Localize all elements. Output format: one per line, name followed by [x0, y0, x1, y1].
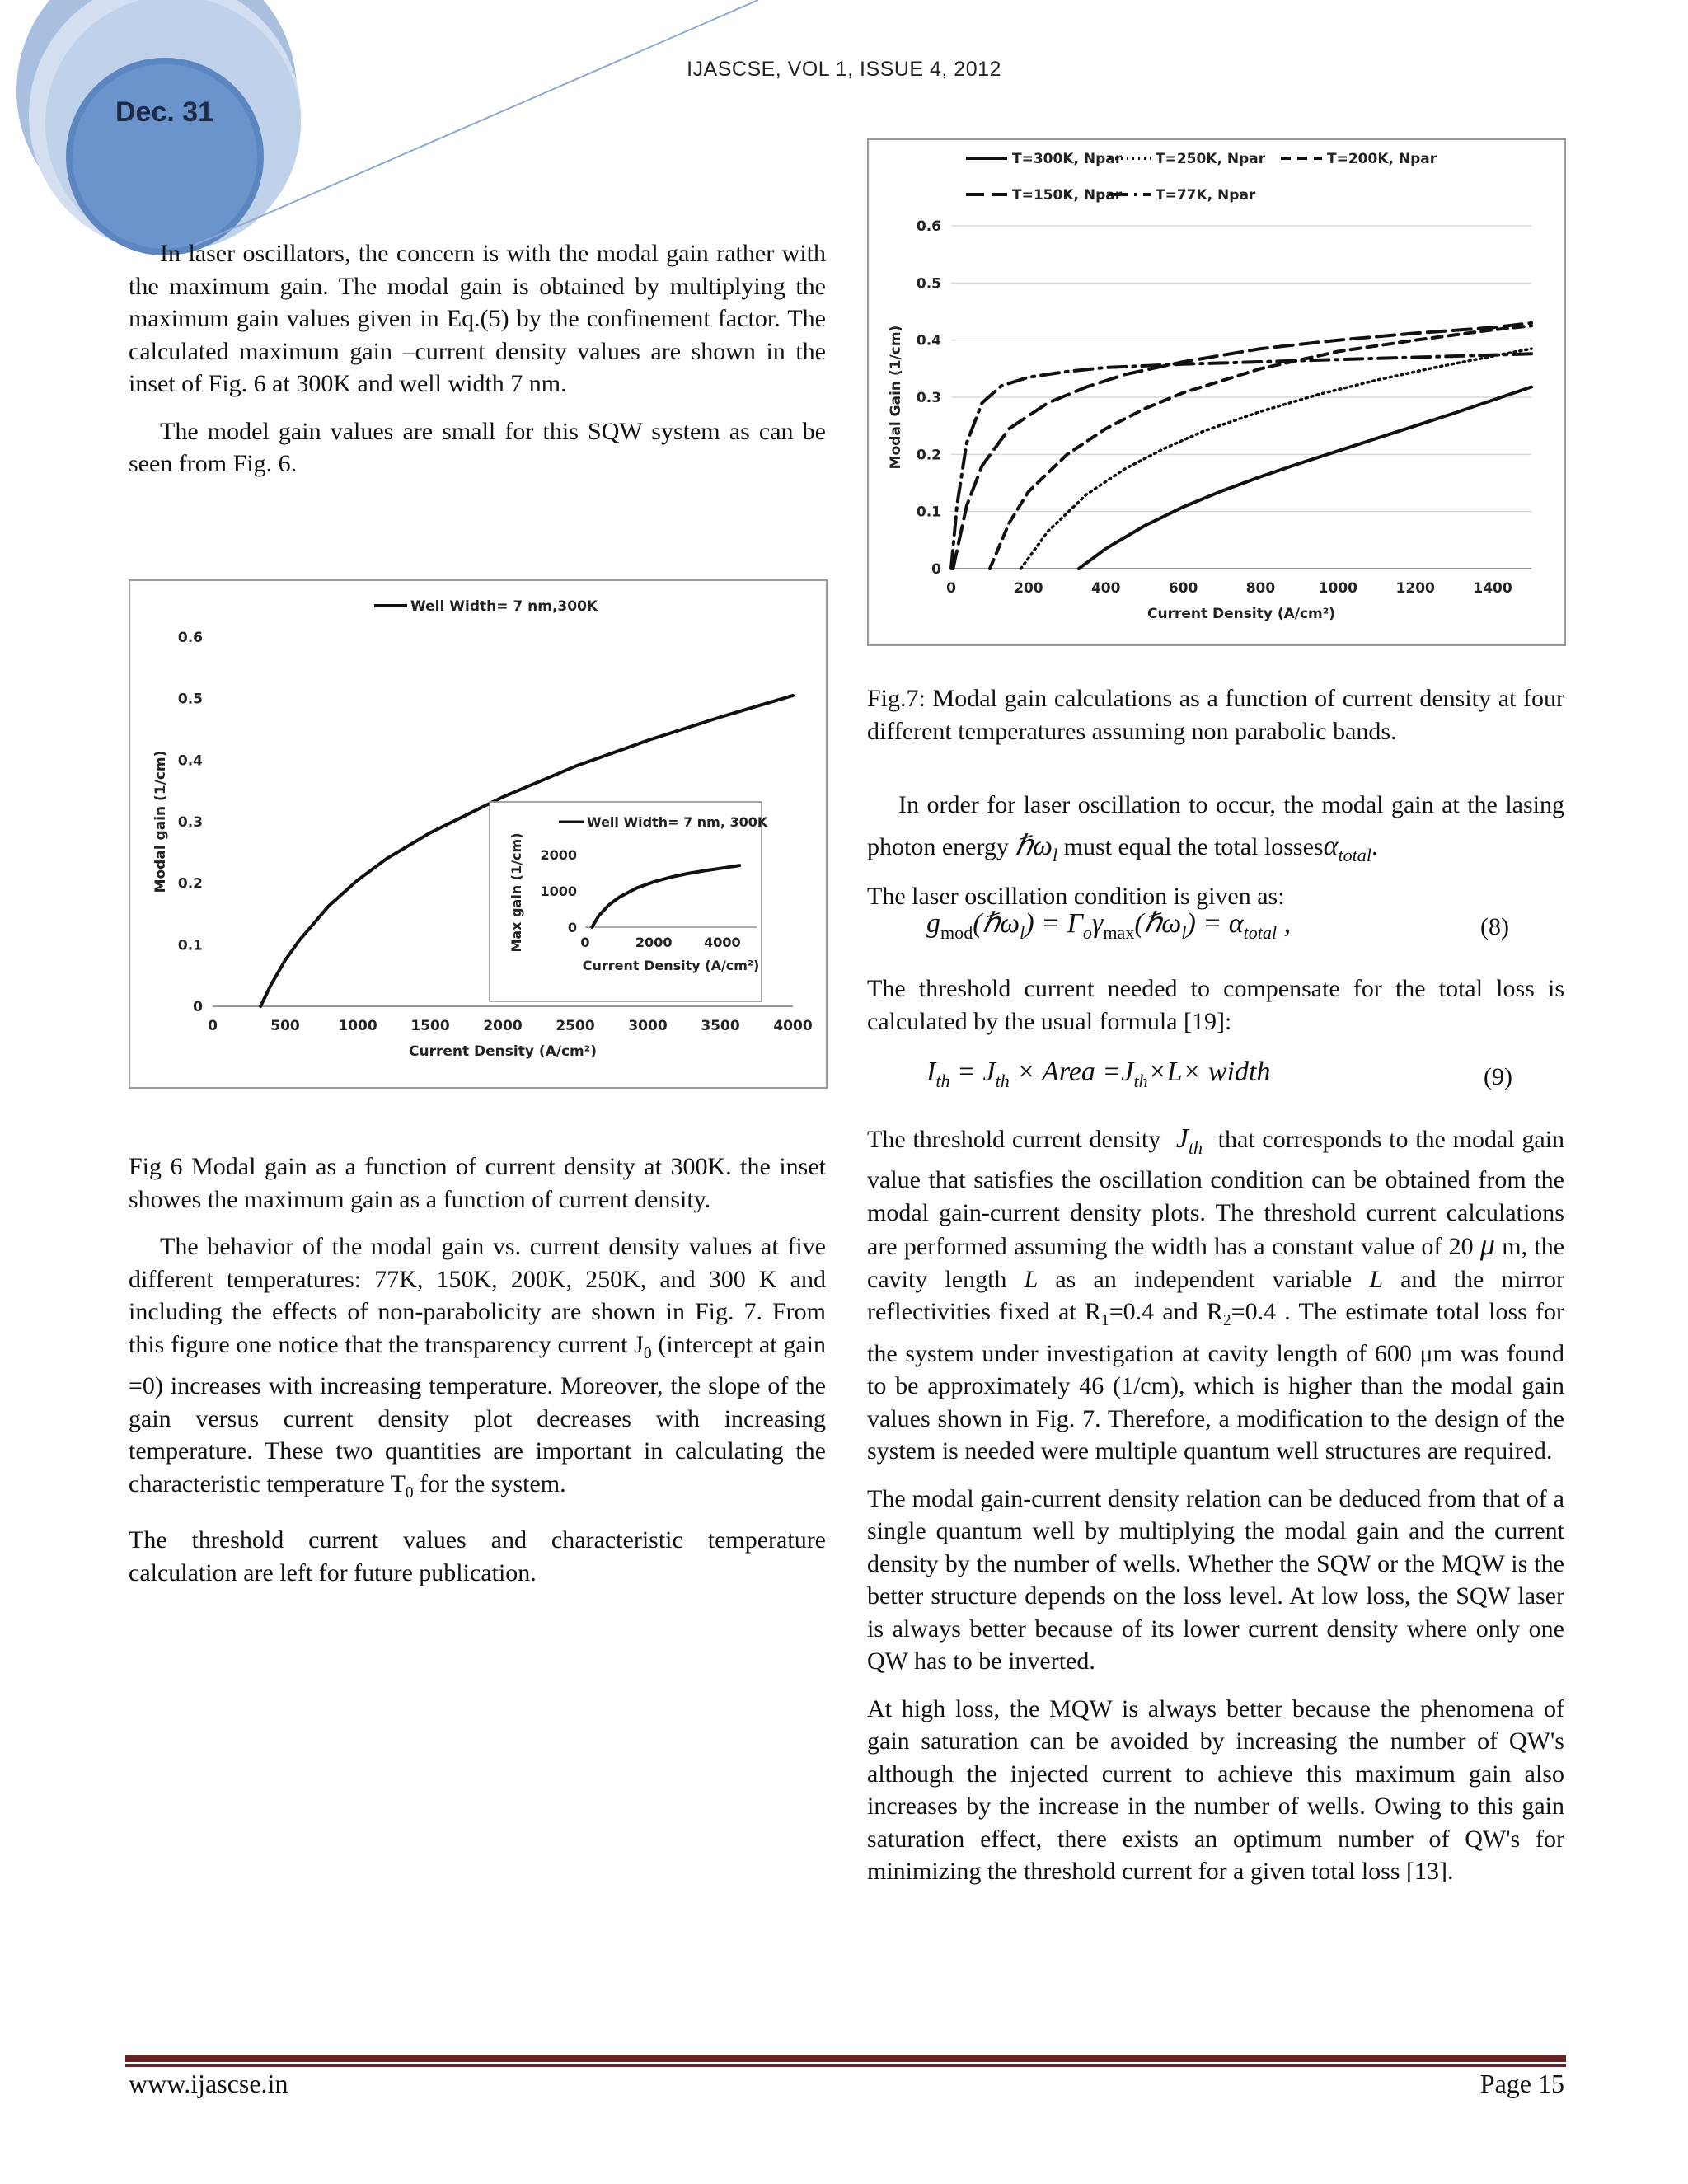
text-run: as an independent variable: [1055, 1265, 1353, 1293]
text-run: In order for laser oscillation to occur, the modal gain at the lasing photon energy: [867, 791, 1564, 860]
left-column-top: [129, 237, 826, 495]
subscript: 0: [643, 1344, 652, 1362]
y-tick-label: 0.6: [177, 629, 203, 646]
y-tick-label: 0: [193, 998, 203, 1015]
equation-8-number: (8): [1480, 913, 1509, 940]
x-tick-label: 200: [1014, 580, 1043, 597]
y-tick-label: 0.6: [916, 218, 941, 235]
y-tick-label: 0.5: [916, 275, 941, 293]
inset-y-tick-label: 2000: [540, 847, 577, 863]
footer-url: www.ijascse.in: [129, 2069, 288, 2098]
cavity-length-symbol: L: [1024, 1265, 1039, 1293]
x-tick-label: 400: [1090, 580, 1121, 597]
series-line: [1079, 387, 1531, 569]
inset-y-axis-title: Max gain (1/cm): [509, 832, 524, 953]
journal-header: IJASCSE, VOL 1, ISSUE 4, 2012: [687, 58, 1001, 81]
legend-label: T=250K, Npar: [1156, 151, 1266, 167]
legend-label: T=200K, Npar: [1327, 151, 1437, 167]
text-run: =0.4 . The estimate total loss for the system under investigation at cavity length of 600 μm was found to be approximately 46 (1/cm), which is higher than the modal gain values shown in Fig. 7. Therefore, a modification to the design of the system is needed were multiple quantum well structures are required.: [867, 1298, 1565, 1465]
y-tick-label: 0.2: [916, 447, 941, 464]
equation-9-number: (9): [1484, 1063, 1512, 1090]
legend-label: T=300K, Npar: [1012, 151, 1123, 167]
y-tick-label: 0.1: [177, 937, 203, 954]
figure-7-chart: [869, 140, 1564, 644]
legend-label: T=77K, Npar: [1156, 187, 1256, 204]
inset-chart: [490, 802, 768, 1001]
inset-legend-label: Well Width= 7 nm, 300K: [587, 814, 768, 830]
mu-symbol: μ: [1479, 1228, 1495, 1262]
subscript: 1: [1100, 1312, 1109, 1330]
paragraph: [129, 1230, 826, 1509]
figure-6: [129, 579, 828, 1089]
footer-rule-thin: [125, 2064, 1566, 2067]
text-run: that corresponds to the modal gain value that satisfies the oscillation condition can be obtained from the modal gain-current density plots. The threshold current calculations are performed assuming the width has a constant value of 20: [867, 1126, 1565, 1261]
x-tick-label: 1200: [1395, 580, 1435, 597]
y-tick-label: 0.2: [177, 875, 203, 893]
text-run: must equal the total losses: [1063, 833, 1324, 860]
text-run: The behavior of the modal gain vs. current density values at five different temperatures: 77K, 150K, 200K, 250K, and 300 K and including the effects of non-parabolicity are shown in Fig. 7. From this figure one notice that the transparency current J: [129, 1233, 826, 1358]
y-axis-title: Modal gain (1/cm): [152, 750, 169, 893]
footer-rule: [125, 2055, 1566, 2067]
y-tick-label: 0.1: [916, 504, 941, 521]
text-run: =0.4 and R: [1109, 1298, 1223, 1326]
inset-x-tick-label: 2000: [635, 935, 673, 950]
equation-9: $I_{th} = J_{th}$ × Area $=J_{th}\times L\times$ width: [926, 1057, 1271, 1091]
y-tick-label: 0: [931, 560, 941, 578]
text-run: m, the cavity length: [867, 1233, 1565, 1293]
left-column-bottom: [129, 1151, 826, 1604]
figure-6-chart: [130, 581, 826, 1087]
paragraph: The laser oscillation condition is given as:: [867, 882, 1285, 910]
footer-page-number: Page 15: [1479, 2069, 1564, 2098]
inset-y-tick-label: 0: [567, 920, 577, 935]
paragraph: At high loss, the MQW is always better because the phenomena of gain saturation can be avoided by increasing the number of QW's although the injected current to achieve this maximum gain also increases by the increase in the number of wells. Owing to this gain saturation effect, there exists an optimum number of QW's for minimizing the threshold current for a given total loss [13].: [867, 1694, 1564, 1886]
figure-6-caption: Fig 6 Modal gain as a function of current density at 300K. the inset showes the maximum gain as a function of current density.: [129, 1153, 826, 1213]
alpha-total-symbol: $\alpha_{total}$: [1323, 831, 1372, 865]
right-column-paragraph-1: [867, 785, 1564, 917]
inset-x-tick-label: 0: [580, 935, 590, 950]
x-tick-label: 3000: [628, 1018, 668, 1034]
x-tick-label: 800: [1245, 580, 1276, 597]
series-line: [951, 354, 1531, 569]
x-tick-label: 1000: [338, 1018, 377, 1034]
inset-x-axis-title: Current Density (A/cm²): [582, 958, 760, 973]
figure-7-caption: Fig.7: Modal gain calculations as a function of current density at four different temperatures assuming non parabolic bands.: [867, 685, 1564, 745]
x-tick-label: 0: [208, 1018, 218, 1034]
x-axis-title: Current Density (A/cm²): [409, 1043, 597, 1060]
paragraph: In laser oscillators, the concern is with the modal gain rather with the maximum gain. The modal gain is obtained by multiplying the maximum gain values given in Eq.(5) by the confinement factor. The calculated maximum gain –current density values are shown in the inset of Fig. 6 at 300K and well width 7 nm.: [129, 240, 826, 397]
issue-date: Dec. 31: [115, 96, 214, 128]
j-th-symbol: $J_{th}$: [1168, 1123, 1203, 1158]
x-axis-title: Current Density (A/cm²): [1147, 606, 1335, 622]
equation-8: $g_{mod}(\hbar\omega_l)$ = $\Gamma_o\gamma_{max}(\hbar\omega_l) = \alpha_{total}$ ,: [926, 908, 1292, 943]
x-tick-label: 3500: [701, 1018, 740, 1034]
x-tick-label: 2000: [483, 1018, 523, 1034]
x-tick-label: 0: [946, 580, 956, 597]
y-tick-label: 0.4: [916, 332, 941, 349]
inset-y-tick-label: 1000: [540, 883, 577, 899]
paragraph: The threshold current needed to compensate for the total loss is calculated by the usual formula [19]:: [867, 975, 1564, 1035]
x-tick-label: 2500: [556, 1018, 595, 1034]
paragraph: The threshold current values and characteristic temperature calculation are left for future publication.: [129, 1526, 826, 1586]
legend-label: T=150K, Npar: [1012, 187, 1123, 204]
subscript: 2: [1222, 1312, 1231, 1330]
text-run: for the system.: [413, 1469, 566, 1497]
x-tick-label: 1000: [1318, 580, 1357, 597]
text-run: The threshold current density: [867, 1126, 1161, 1153]
x-tick-label: 4000: [773, 1018, 813, 1034]
text-run: (intercept at gain =0) increases with increasing temperature. Moreover, the slope of the gain versus current density plot decreases with increasing temperature. These two quantities are important in calculating the characteristic temperature T: [129, 1330, 826, 1497]
x-tick-label: 1500: [410, 1018, 450, 1034]
paragraph: In order for laser oscillation to occur, the modal gain at the lasing photon energy ℏω$_l$ must equal the total lossesα$_{total}$.: [867, 791, 1564, 865]
text-run: and the mirror reflectivities fixed at R: [867, 1265, 1565, 1326]
series-line: [953, 323, 1531, 569]
paragraph: [867, 1122, 1564, 1468]
figure-7-caption-block: [867, 682, 1564, 762]
right-column-paragraph-2: [867, 972, 1564, 1052]
y-tick-label: 0.5: [177, 691, 203, 708]
paragraph: The model gain values are small for this SQW system as can be seen from Fig. 6.: [129, 417, 826, 477]
cavity-length-symbol: L: [1369, 1265, 1384, 1293]
legend-label: Well Width= 7 nm,300K: [410, 598, 598, 615]
hbar-omega-symbol: ℏω$_l$: [1015, 831, 1058, 865]
inset-x-tick-label: 4000: [704, 935, 741, 950]
x-tick-label: 1400: [1473, 580, 1512, 597]
y-tick-label: 0.4: [177, 752, 203, 770]
x-tick-label: 500: [270, 1018, 300, 1034]
series-line: [1021, 349, 1532, 569]
y-axis-title: Modal Gain (1/cm): [888, 325, 904, 470]
subscript: 0: [405, 1483, 414, 1502]
right-column-bottom: [867, 1122, 1564, 1903]
paragraph: The modal gain-current density relation can be deduced from that of a single quantum well by multiplying the modal gain and the current density by the number of wells. Whether the SQW or the MQW is the better structure depends on the loss level. At low loss, the SQW laser is always better because of its lower current density where only one QW has to be inverted.: [867, 1484, 1564, 1675]
x-tick-label: 600: [1168, 580, 1198, 597]
y-tick-label: 0.3: [916, 389, 941, 406]
footer-rule-thick: [125, 2055, 1566, 2062]
y-tick-label: 0.3: [177, 813, 203, 831]
figure-7: [867, 138, 1566, 646]
